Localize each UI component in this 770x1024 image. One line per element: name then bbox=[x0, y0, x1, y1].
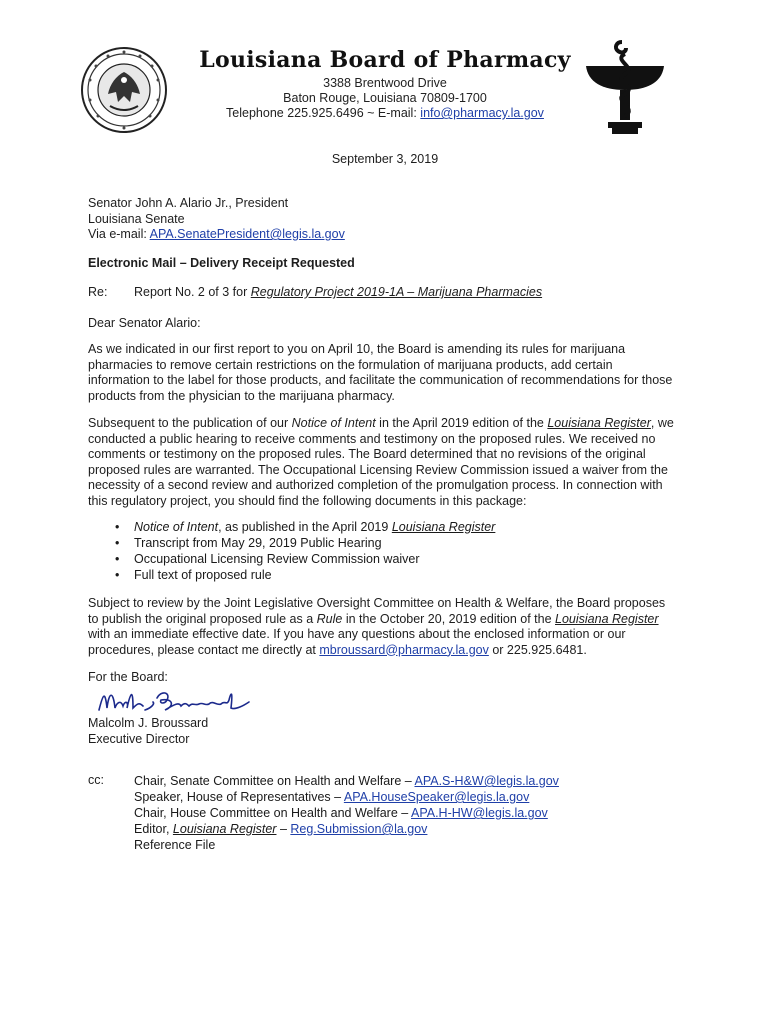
cc-4-text-1: Editor, bbox=[134, 822, 173, 836]
closing: For the Board: bbox=[88, 670, 168, 684]
contact-email-link[interactable]: mbroussard@pharmacy.la.gov bbox=[319, 642, 489, 657]
para2-text-3: , we conducted a public hearing to receive comments and testimony on the proposed rules. We received no comments or testimony on the proposed rules. The Board determined that no revisions of the original proposed rules are warranted. The Occupational Licensing Review Commission issued a waiver from the necessity of a second review and authorized completion of the promulgation process. In connection with this regulatory project, you should find the following documents in this package: bbox=[88, 416, 674, 508]
para2-notice: Notice of Intent bbox=[291, 416, 376, 430]
cc-3-email-link[interactable]: APA.H-HW@legis.la.gov bbox=[411, 806, 548, 820]
signer-title: Executive Director bbox=[88, 732, 190, 746]
cc-1-email-link[interactable]: APA.S-H&W@legis.la.gov bbox=[414, 774, 559, 788]
para3-register: Louisiana Register bbox=[555, 611, 659, 626]
bullet-item-2: Transcript from May 29, 2019 Public Hearing bbox=[134, 536, 382, 550]
paragraph-3 bbox=[88, 596, 676, 658]
cc-1-text: Chair, Senate Committee on Health and Welfare – bbox=[134, 774, 415, 788]
signer-name: Malcolm J. Broussard bbox=[88, 716, 209, 730]
recipient-email-link[interactable]: APA.SenatePresident@legis.la.gov bbox=[149, 227, 345, 241]
cc-line-5: Reference File bbox=[134, 838, 216, 852]
delivery-notice: Electronic Mail – Delivery Receipt Requested bbox=[88, 256, 355, 270]
re-prefix: Report No. 2 of 3 for bbox=[134, 285, 251, 299]
recipient-org: Louisiana Senate bbox=[88, 212, 185, 226]
bullet-1-notice: Notice of Intent bbox=[134, 520, 219, 534]
bullet-marker-3: • bbox=[115, 552, 120, 566]
para3-rule: Rule bbox=[316, 611, 343, 626]
re-subject bbox=[134, 285, 542, 301]
cc-2-email-link[interactable]: APA.HouseSpeaker@legis.la.gov bbox=[343, 790, 530, 804]
letterhead-city: Baton Rouge, Louisiana 70809-1700 bbox=[283, 91, 487, 105]
bullet-item-4: Full text of proposed rule bbox=[134, 568, 272, 582]
para3-text-3: with an immediate effective date. If you have any questions about the enclosed information or our procedures, please contact me directly at bbox=[88, 627, 626, 657]
cc-line-4 bbox=[134, 821, 427, 837]
re-label: Re: bbox=[88, 285, 108, 299]
para2-register: Louisiana Register bbox=[547, 416, 651, 430]
para3-text-2: in the October 20, 2019 edition of the bbox=[342, 611, 555, 626]
para2-text-2: in the April 2019 edition of the bbox=[375, 416, 548, 430]
paragraph-1: As we indicated in our first report to you on April 10, the Board is amending its rules for marijuana pharmacies to remove certain restrictions on the formulation of marijuana products, add certain information to the label for those products, and facilitate the communication of recommendations for those products from the physician to the marijuana pharmacy. bbox=[88, 342, 673, 403]
para3-text-4: or 225.925.6481. bbox=[488, 642, 587, 657]
cc-4-text-2: – bbox=[276, 822, 291, 836]
letterhead-title: Louisiana Board of Pharmacy bbox=[199, 47, 571, 73]
para2-text-1: Subsequent to the publication of our bbox=[88, 416, 292, 430]
bullet-marker-2: • bbox=[115, 536, 120, 550]
re-project: Regulatory Project 2019-1A – Marijuana Pharmacies bbox=[250, 285, 543, 299]
cc-3-text: Chair, House Committee on Health and Welfare – bbox=[134, 806, 411, 820]
recipient-name: Senator John A. Alario Jr., President bbox=[88, 196, 289, 210]
letterhead-address: 3388 Brentwood Drive bbox=[323, 76, 447, 90]
recipient-via-label: Via e-mail: bbox=[88, 227, 150, 241]
cc-line-1 bbox=[134, 773, 559, 789]
letterhead-email-link[interactable]: info@pharmacy.la.gov bbox=[420, 106, 544, 120]
salutation: Dear Senator Alario: bbox=[88, 316, 201, 330]
cc-line-2 bbox=[134, 789, 529, 805]
signature bbox=[95, 684, 255, 718]
bullet-marker-4: • bbox=[115, 568, 120, 582]
cc-line-3 bbox=[134, 805, 548, 821]
bullet-item-3: Occupational Licensing Review Commission waiver bbox=[134, 552, 420, 566]
bullet-1-register: Louisiana Register bbox=[391, 520, 496, 534]
letterhead-phone: Telephone 225.925.6496 ~ E-mail: bbox=[226, 106, 421, 120]
recipient-via bbox=[88, 227, 676, 243]
cc-4-email-link[interactable]: Reg.Submission@la.gov bbox=[290, 822, 428, 836]
paragraph-2 bbox=[88, 416, 676, 509]
cc-2-text: Speaker, House of Representatives – bbox=[134, 790, 344, 804]
letter-date: September 3, 2019 bbox=[331, 152, 439, 166]
para3-text-1: Subject to review by the Joint Legislative Oversight Committee on Health & Welfare, the Board proposes to publish the original proposed rule as a bbox=[88, 596, 666, 626]
cc-label: cc: bbox=[88, 773, 104, 787]
bullet-1-mid: , as published in the April 2019 bbox=[218, 520, 392, 534]
bullet-item-1 bbox=[134, 520, 495, 534]
letterhead-contact bbox=[0, 106, 770, 121]
bullet-marker-1: • bbox=[115, 520, 120, 534]
cc-4-register: Louisiana Register bbox=[172, 822, 277, 836]
